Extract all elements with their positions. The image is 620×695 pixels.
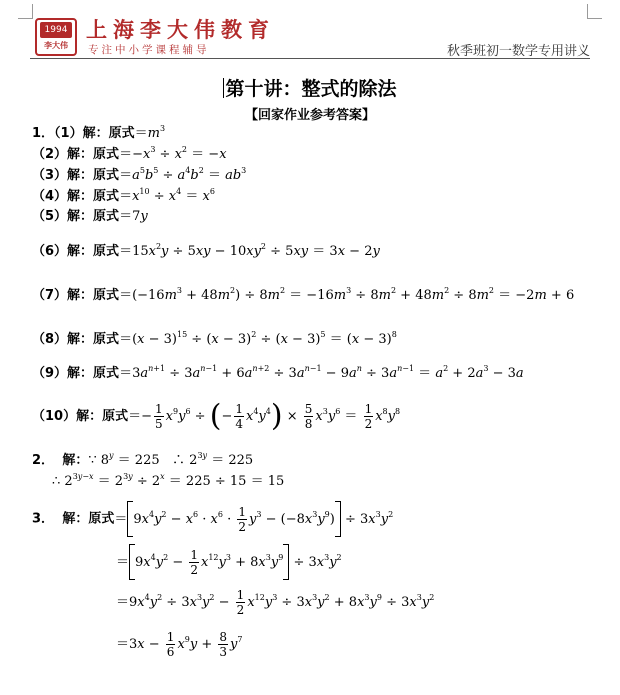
answer-1-4: （4）解：原式$=x^{10} \div x^4 = x^6$ <box>32 187 215 204</box>
brand-slogan: 专注中小学课程辅导 <box>88 44 210 56</box>
answer-1-2: （2）解：原式$=-x^3 \div x^2 = -x$ <box>32 145 227 162</box>
answer-3-line-2: ＝ $9x^4y^2$ − $\frac{1}{2}$ $x^{12}y^3 + 8x^3y^9 \div 3x^3y^2$ <box>116 544 342 580</box>
answer-1-6: （6）解：原式$=15x^2y \div 5xy - 10xy^2 \div 5xy = 3x - 2y$ <box>32 242 380 259</box>
logo-year: 1994 <box>40 22 72 38</box>
answer-1-1: 1．（1）解：原式$=m^3$ <box>32 124 166 141</box>
page-corner-mark-left <box>18 4 33 19</box>
answer-1-8: （8）解：原式$=(x - 3)^{15} \div (x - 3)^2 \div (x - 3)^5 = (x - 3)^8$ <box>32 330 397 347</box>
brand-name: 上海李大伟教育 <box>86 17 275 42</box>
answer-3-line-3: $=9x^4y^2 \div 3x^3y^2$ − $\frac{1}{2}$ $x^{12}y^3 \div 3x^3y^2 + 8x^3y^9 \div 3x^3y^2$ <box>116 588 435 617</box>
header-course-title: 秋季班初一数学专用讲义 <box>446 44 590 59</box>
answer-1-9: （9）解：原式$=3a^{n+1} \div 3a^{n-1} + 6a^{n+2} \div 3a^{n-1} - 9a^n \div 3a^{n-1} = a^2 + 2a^3 - 3a$ <box>32 364 524 381</box>
answer-2-line-1: 2． 解：∵ $8^y = 225$ ∴ $2^{3y} = 225$ <box>32 451 254 468</box>
answer-1-10: （10）解：原式＝− $\frac{1}{5}$ $x^9y^6$ ÷ (− $\frac{1}{4}$ $x^4y^4$) × $\frac{5}{8}$ $x^3y^6$ ＝ $\frac{1}{2}$ $x^8y^8$ <box>32 398 401 434</box>
answer-3-line-4: ＝3x − $\frac{1}{6}$ $x^9y$ + $\frac{8}{3}$ $y^7$ <box>116 630 243 659</box>
answer-2-line-2: ∴ $2^{3y-x} = 2^{3y} \div 2^x = 225 \div 15 = 15$ <box>52 472 285 489</box>
answer-1-7: （7）解：原式$=(-16m^3 + 48m^2) \div 8m^2 = -16m^3 \div 8m^2 + 48m^2 \div 8m^2 = -2m + 6$ <box>32 286 575 303</box>
page-title: 第十讲：整式的除法 <box>225 78 397 100</box>
page-corner-mark-right <box>587 4 602 19</box>
page-subtitle: 【回家作业参考答案】 <box>244 108 375 123</box>
brand-logo <box>35 18 77 56</box>
logo-name: 李大伟 <box>44 41 68 50</box>
header-divider <box>30 58 590 59</box>
answer-1-3: （3）解：原式$=a^5b^5 \div a^4b^2 = ab^3$ <box>32 166 247 183</box>
answer-3-line-1: 3． 解：原式＝ $9x^4y^2 - x^6 \cdot x^6$ · $\frac{1}{2}$ $y^3 - (-8x^3y^9) \div 3x^3y^2$ <box>32 501 393 537</box>
answer-1-5: （5）解：原式＝7y <box>32 209 148 224</box>
